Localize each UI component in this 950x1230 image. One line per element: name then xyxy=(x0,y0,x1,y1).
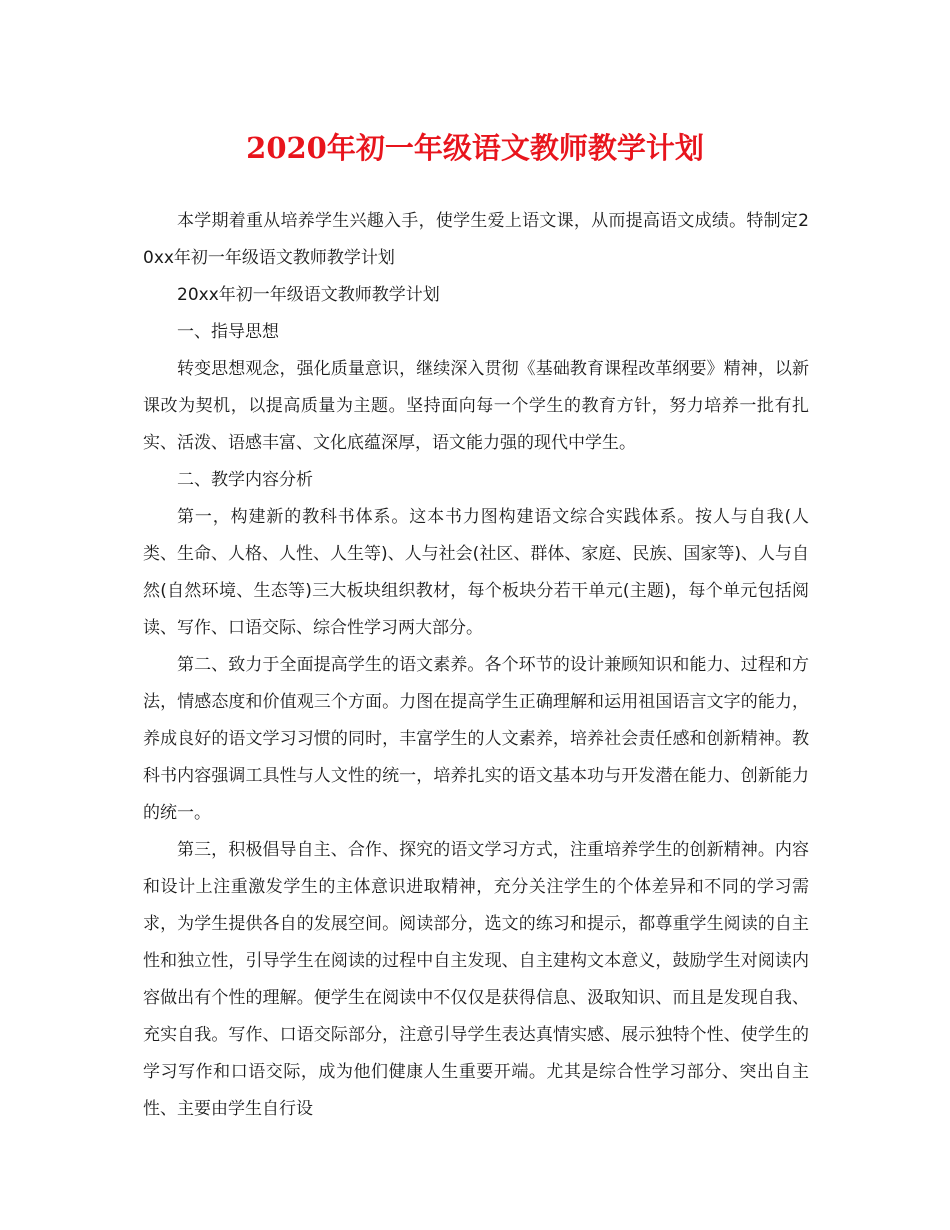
paragraph-guiding-thought: 转变思想观念，强化质量意识，继续深入贯彻《基础教育课程改革纲要》精神，以新课改为契机，以提高质量为主题。坚持面向每一个学生的教育方针，努力培养一批有扎实、活泼、语感丰富、文化底蕴深厚，语文能力强的现代中学生。 xyxy=(143,359,809,453)
paragraph-third-point: 第三，积极倡导自主、合作、探究的语文学习方式，注重培养学生的创新精神。内容和设计上注重激发学生的主体意识进取精神，充分关注学生的个体差异和不同的学习需求，为学生提供各自的发展空间。阅读部分，选文的练习和提示，都尊重学生阅读的自主性和独立性，引导学生在阅读的过程中自主发现、自主建构文本意义，鼓励学生对阅读内容做出有个性的理解。便学生在阅读中不仅仅是获得信息、汲取知识、而且是发现自我、充实自我。写作、口语交际部分，注意引导学生表达真情实感、展示独特个性、使学生的学习写作和口语交际，成为他们健康人生重要开端。尤其是综合性学习部分、突出自主性、主要由学生自行设 xyxy=(143,840,809,1119)
subtitle-line: 20xx年初一年级语文教师教学计划 xyxy=(177,285,440,305)
section-heading-content-analysis: 二、教学内容分析 xyxy=(177,470,313,490)
paragraph-first-point: 第一，构建新的教科书体系。这本书力图构建语文综合实践体系。按人与自我(人类、生命、人格、人性、人生等)、人与社会(社区、群体、家庭、民族、国家等)、人与自然(自然环境、生态等)三大板块组织教材，每个板块分若干单元(主题)，每个单元包括阅读、写作、口语交际、综合性学习两大部分。 xyxy=(143,507,809,638)
document-body xyxy=(143,203,809,1128)
paragraph-second-point: 第二、致力于全面提高学生的语文素养。各个环节的设计兼顾知识和能力、过程和方法，情感态度和价值观三个方面。力图在提高学生正确理解和运用祖国语言文字的能力，养成良好的语文学习习惯的同时，丰富学生的人文素养，培养社会责任感和创新精神。教科书内容强调工具性与人文性的统一，培养扎实的语文基本功与开发潜在能力、创新能力的统一。 xyxy=(143,655,809,823)
intro-paragraph: 本学期着重从培养学生兴趣入手，使学生爱上语文课，从而提高语文成绩。特制定20xx年初一年级语文教师教学计划 xyxy=(143,211,809,268)
document-title: 2020年初一年级语文教师教学计划 xyxy=(246,131,704,165)
section-heading-guiding-thought: 一、指导思想 xyxy=(177,322,279,342)
